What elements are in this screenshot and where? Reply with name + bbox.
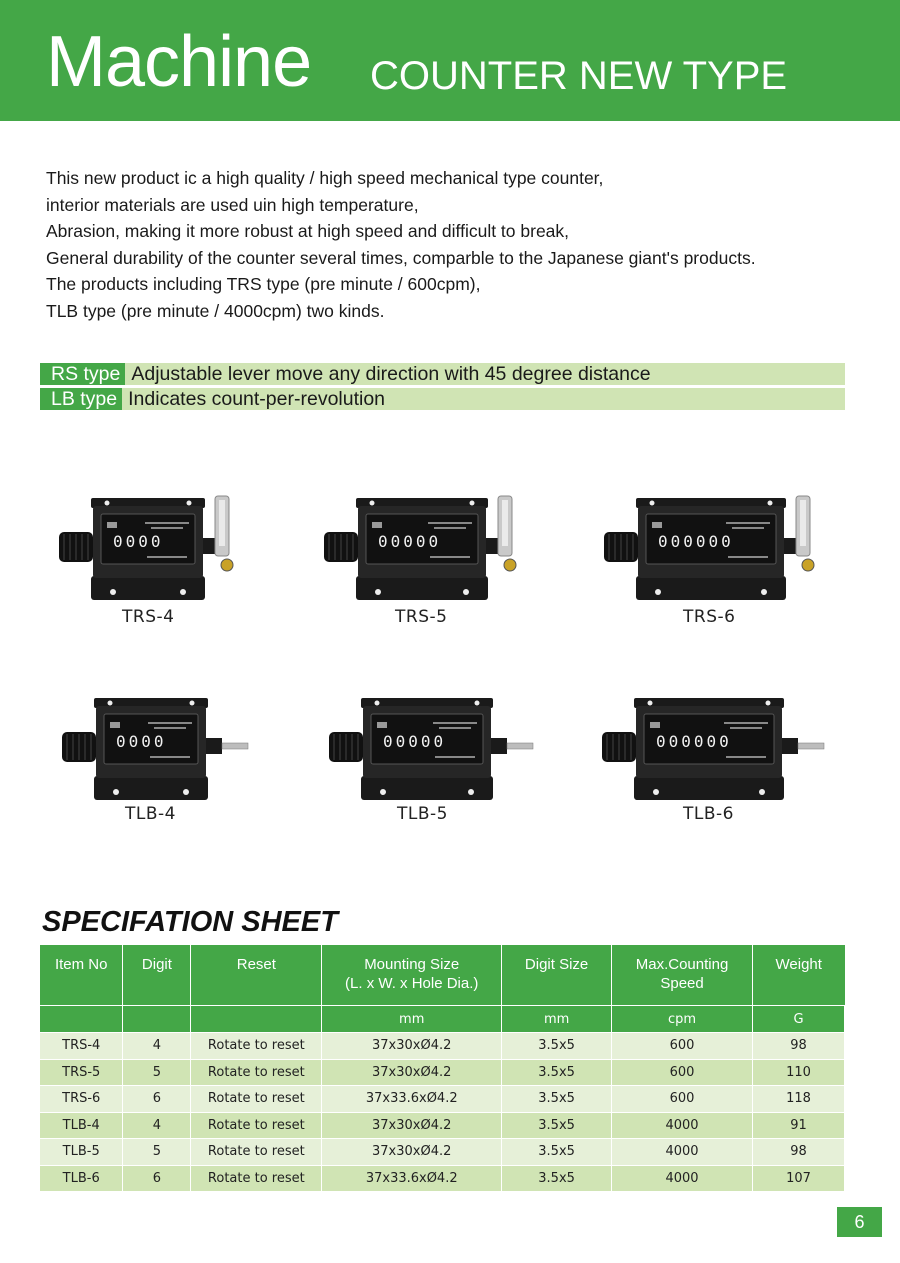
unit-weight: G <box>753 1006 845 1033</box>
cell-digit-size: 3.5x5 <box>502 1033 612 1060</box>
page-header <box>0 0 900 121</box>
unit-cell <box>191 1006 322 1033</box>
cell-digit: 6 <box>123 1165 191 1191</box>
cell-mounting: 37x33.6xØ4.2 <box>322 1086 502 1113</box>
table-row <box>40 1033 845 1060</box>
digit-display: 0000 <box>113 532 164 551</box>
cell-item: TRS-4 <box>40 1033 123 1060</box>
intro-paragraph <box>46 165 866 324</box>
product-label: TRS-5 <box>395 607 448 627</box>
cell-item: TRS-5 <box>40 1059 123 1086</box>
cell-weight: 118 <box>753 1086 845 1113</box>
cell-reset: Rotate to reset <box>191 1033 322 1060</box>
cell-mounting: 37x30xØ4.2 <box>322 1112 502 1139</box>
cell-reset: Rotate to reset <box>191 1112 322 1139</box>
cell-mounting: 37x33.6xØ4.2 <box>322 1165 502 1191</box>
title-machine: Machine <box>46 22 312 102</box>
cell-digit-size: 3.5x5 <box>502 1112 612 1139</box>
cell-digit: 4 <box>123 1033 191 1060</box>
feature-tag: LB type <box>40 388 122 410</box>
product-label: TLB-6 <box>683 804 734 824</box>
counter-illustration <box>325 692 565 807</box>
unit-digit-size: mm <box>502 1006 612 1033</box>
cell-digit: 5 <box>123 1059 191 1086</box>
feature-description: Adjustable lever move any direction with 45 degree distance <box>131 363 651 385</box>
product-image-trs-4 <box>55 492 295 642</box>
cell-speed: 600 <box>612 1033 753 1060</box>
col-max-speed <box>612 945 753 1006</box>
cell-digit: 5 <box>123 1139 191 1166</box>
digit-display: 000000 <box>658 532 734 551</box>
cell-weight: 98 <box>753 1139 845 1166</box>
spec-units-row <box>40 1006 845 1033</box>
col-mounting-size <box>322 945 502 1006</box>
unit-cell <box>40 1006 123 1033</box>
feature-lb-type <box>40 388 845 410</box>
speed-header-line1: Max.Counting <box>635 956 729 973</box>
intro-line: This new product ic a high quality / high speed mechanical type counter, <box>46 168 604 188</box>
cell-reset: Rotate to reset <box>191 1059 322 1086</box>
cell-weight: 91 <box>753 1112 845 1139</box>
title-counter-new-type: COUNTER NEW TYPE <box>370 54 788 98</box>
table-row <box>40 1139 845 1166</box>
counter-illustration <box>598 692 838 807</box>
digit-display: 00000 <box>378 532 442 551</box>
page-number: 6 <box>837 1207 882 1237</box>
product-label: TLB-4 <box>125 804 176 824</box>
col-item-no: Item No <box>40 945 123 1006</box>
col-digit: Digit <box>123 945 191 1006</box>
spec-header-row <box>40 945 845 1006</box>
product-label: TRS-4 <box>122 607 175 627</box>
cell-speed: 4000 <box>612 1112 753 1139</box>
intro-line: TLB type (pre minute / 4000cpm) two kinds. <box>46 300 385 321</box>
cell-digit-size: 3.5x5 <box>502 1139 612 1166</box>
cell-reset: Rotate to reset <box>191 1139 322 1166</box>
digit-display: 00000 <box>383 732 447 751</box>
cell-reset: Rotate to reset <box>191 1165 322 1191</box>
cell-digit: 4 <box>123 1112 191 1139</box>
feature-rs-type <box>40 363 845 385</box>
speed-header-line2: Speed <box>660 975 704 992</box>
col-digit-size: Digit Size <box>502 945 612 1006</box>
intro-line: General durability of the counter several times, comparble to the Japanese giant's products. <box>46 247 756 268</box>
cell-digit-size: 3.5x5 <box>502 1086 612 1113</box>
spec-sheet-title: SPECIFATION SHEET <box>42 906 338 938</box>
cell-item: TRS-6 <box>40 1086 123 1113</box>
table-row <box>40 1059 845 1086</box>
intro-line: interior materials are used uin high temperature, <box>46 194 419 215</box>
counter-illustration <box>58 692 298 807</box>
cell-speed: 4000 <box>612 1139 753 1166</box>
cell-digit-size: 3.5x5 <box>502 1059 612 1086</box>
cell-mounting: 37x30xØ4.2 <box>322 1059 502 1086</box>
unit-speed: cpm <box>612 1006 753 1033</box>
cell-digit-size: 3.5x5 <box>502 1165 612 1191</box>
digit-display: 000000 <box>656 732 732 751</box>
mounting-header-line2: (L. x W. x Hole Dia.) <box>345 975 479 992</box>
col-weight: Weight <box>753 945 845 1006</box>
product-image-tlb-4 <box>58 692 298 842</box>
table-row <box>40 1112 845 1139</box>
cell-mounting: 37x30xØ4.2 <box>322 1033 502 1060</box>
cell-item: TLB-6 <box>40 1165 123 1191</box>
cell-speed: 4000 <box>612 1165 753 1191</box>
product-label: TLB-5 <box>397 804 448 824</box>
cell-weight: 98 <box>753 1033 845 1060</box>
cell-reset: Rotate to reset <box>191 1086 322 1113</box>
digit-display: 0000 <box>116 732 167 751</box>
cell-digit: 6 <box>123 1086 191 1113</box>
col-reset: Reset <box>191 945 322 1006</box>
cell-mounting: 37x30xØ4.2 <box>322 1139 502 1166</box>
cell-weight: 107 <box>753 1165 845 1191</box>
cell-speed: 600 <box>612 1059 753 1086</box>
intro-line: The products including TRS type (pre minute / 600cpm), <box>46 274 481 294</box>
unit-cell <box>123 1006 191 1033</box>
mounting-header-line1: Mounting Size <box>364 956 460 973</box>
cell-item: TLB-5 <box>40 1139 123 1166</box>
cell-speed: 600 <box>612 1086 753 1113</box>
table-row <box>40 1086 845 1113</box>
counter-illustration <box>320 492 560 607</box>
feature-tag: RS type <box>40 363 125 385</box>
spec-table <box>40 945 845 1191</box>
feature-description: Indicates count-per-revolution <box>128 388 386 410</box>
counter-illustration <box>55 492 295 607</box>
unit-mounting: mm <box>322 1006 502 1033</box>
cell-weight: 110 <box>753 1059 845 1086</box>
table-row <box>40 1165 845 1191</box>
cell-item: TLB-4 <box>40 1112 123 1139</box>
product-label: TRS-6 <box>683 607 736 627</box>
intro-line: Abrasion, making it more robust at high speed and difficult to break, <box>46 221 570 241</box>
counter-illustration <box>600 492 840 607</box>
